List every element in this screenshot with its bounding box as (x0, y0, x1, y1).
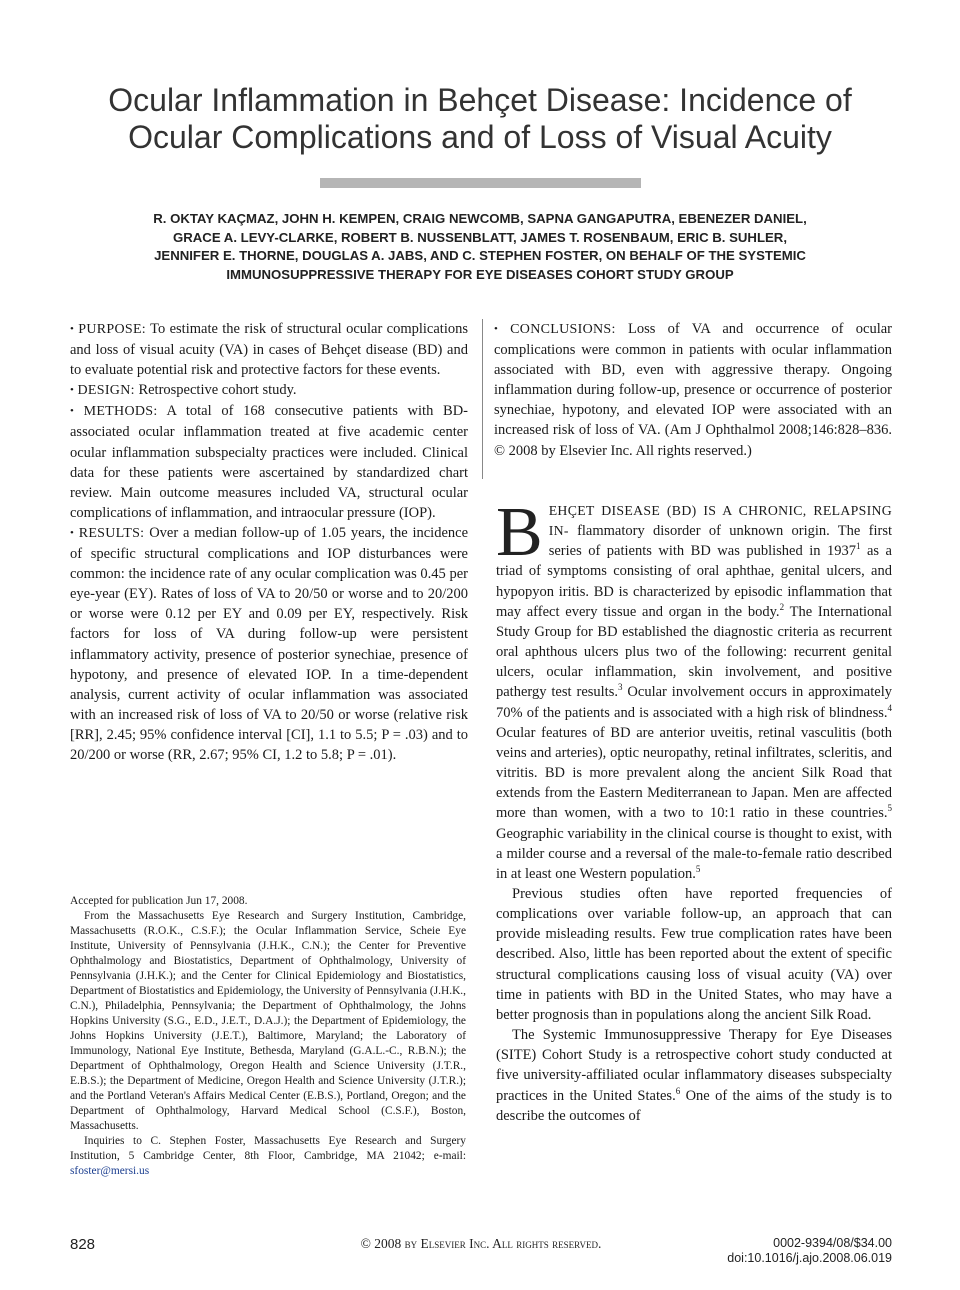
affiliations: From the Massachusetts Eye Research and Surgery Institution, Cambridge, Massachusetts (R.O.K., C.S.F.); the Ocular Inflammation Service, Scheie Eye Institute, University of Pennsylvania (J.H.K., C.N.); the Center for Preventive Ophthalmology and Biostatistics, Department of Ophthalmology, University of Pennsylvania (J.H.K.); and the Center for Clinical Epidemiology and Biostatistics, Department of Biostatistics and Epidemiology, the University of Pennsylvania (J.H.K., C.N.), Philadelphia, Pennsylvania; the Department of Ophthalmology, the Johns Hopkins University (S.G., E.D., J.E.T., D.A.J.); the Department of Epidemiology, the Johns Hopkins University (J.E.T.), Baltimore, Maryland; the Laboratory of Immunology, National Eye Institute, Bethesda, Maryland (G.A.L.-C., R.B.N.); the Department of Ophthalmology, Oregon Health and Science University (J.T.R., E.B.S.); the Department of Medicine, Oregon Health and Science University (J.T.R.); and the Portland Veteran's Affairs Medical Center (E.B.S.), Portland, Oregon; and the Department of Ophthalmology, Harvard Medical School (C.S.F.), Boston, Massachusetts. (70, 910, 466, 1132)
correspondence (70, 1134, 466, 1179)
bullet: • (70, 323, 74, 335)
article-title (0, 82, 960, 156)
author-line: GRACE A. LEVY-CLARKE, ROBERT B. NUSSENBLATT, JAMES T. ROSENBAUM, ERIC B. SUHLER, (173, 229, 787, 245)
reference-link[interactable]: 5 (695, 863, 701, 874)
results-label: RESULTS: (78, 525, 145, 541)
body-text: as a triad of symptoms consisting of oral aphthae, genital ulcers, and hypopyon iritis. BD is characterized by episodic inflammation that may affect every tissue and organ in the body. (496, 543, 892, 620)
design-text: Retrospective cohort study. (138, 382, 297, 399)
body-text: Ocular features of BD are anterior uveitis, retinal vasculitis (both veins and arteries), optic neuropathy, retinal infiltrates, scleritis, and vitritis. BD is more prevalent along the ancient Silk Road that extends from the Eastern Mediterranean to Japan. Men are affected more than women, with a two to 10:1 ratio in these countries. (496, 724, 892, 822)
reference-link[interactable]: 2 (779, 601, 785, 612)
abstract-conclusions (494, 319, 892, 461)
title-divider (320, 178, 641, 188)
body-text: flammatory disorder of unknown origin. The first series of patients with BD was published in 1937 (548, 523, 893, 560)
abstract-results (70, 523, 468, 765)
issn: 0002-9394/08/$34.00 (773, 1236, 892, 1250)
abstract-methods (70, 401, 468, 523)
abstract-citation: (Am J Ophthalmol 2008;146:828–836. © 2008 by Elsevier Inc. All rights reserved.) (494, 422, 892, 459)
body-text-column (496, 494, 893, 1126)
design-label: DESIGN: (77, 383, 135, 399)
page-number: 828 (70, 1236, 96, 1253)
body-text: One of the aims of the study is to describe the outcomes of (496, 1087, 892, 1124)
footer-copyright: © 2008 by Elsevier Inc. All rights reserved. (360, 1236, 602, 1251)
reference-link[interactable]: 4 (887, 702, 892, 713)
bullet: • (70, 384, 74, 397)
body-paragraph (496, 1025, 892, 1126)
affiliation-footnote (70, 894, 466, 1179)
author-line: IMMUNOSUPPRESSIVE THERAPY FOR EYE DISEASES COHORT STUDY GROUP (226, 266, 734, 282)
purpose-text: To estimate the risk of structural ocular complications and loss of visual acuity (VA) in cases of Behçet disease (BD) and to evaluate potential risk and protective factors for these events. (70, 321, 469, 379)
lead-in-smallcaps: EHÇET DISEASE (BD) IS A CHRONIC, RELAPSING IN- (548, 503, 892, 539)
doi[interactable]: doi:10.1016/j.ajo.2008.06.019 (727, 1251, 892, 1265)
body-text: The International Study Group for BD established the diagnostic criteria as recurrent oral aphthous ulcers plus two of the following: recurrent genital ulcers, ocular inflammation, skin involvement, and positive pathergy test results. (496, 603, 892, 701)
title-line: Ocular Inflammation in Behçet Disease: Incidence of (108, 82, 852, 118)
bullet: • (70, 405, 74, 418)
body-text: Geographic variability in the clinical course is thought to exist, with a milder course and a reversal of the male-to-female ratio described in at least one Western population. (496, 825, 892, 882)
abstract-design (70, 380, 468, 401)
reference-link[interactable]: 3 (617, 682, 623, 693)
abstract-column-divider (482, 319, 483, 479)
body-text: The Systemic Immunosuppressive Therapy for Eye Diseases (SITE) Cohort Study is a retrospective cohort study conducted at five university-affiliated ocular inflammatory diseases subspecialty practices in the United States. (496, 1027, 892, 1104)
reference-link[interactable]: 1 (855, 541, 861, 552)
footer-identifiers (727, 1236, 892, 1266)
email-link[interactable]: sfoster@mersi.us (70, 1165, 150, 1177)
inquiries-text: Inquiries to C. Stephen Foster, Massachusetts Eye Research and Surgery Institution, 5 Cambridge Center, 8th Floor, Cambridge, MA 21042; e-mail: (70, 1135, 466, 1162)
conclusions-text: Loss of VA and occurrence of ocular complications were common in patients with ocular inflammation associated with BD, even with aggressive therapy. Ongoing inflammation during follow-up, presence or occurrence of posterior synechiae, hypotony, and elevated IOP were associated with an increased risk of loss of VA. (494, 321, 893, 439)
purpose-label: PURPOSE: (78, 322, 146, 337)
bullet: • (70, 526, 74, 539)
accepted-date: Accepted for publication Jun 17, 2008. (70, 895, 248, 907)
body-paragraph: Previous studies often have reported frequencies of complications over variable follow-up, an approach that can provide misleading results. Few true complication rates have been described. Also, little has been reported about the extent of specific structural complications causing loss of visual acuity (VA) over time in patients with BD in the United States, who may have a better prognosis than in populations along the ancient Silk Road. (496, 885, 892, 1023)
bullet: • (494, 323, 498, 335)
abstract-right-column (494, 319, 892, 461)
reference-link[interactable]: 6 (675, 1085, 681, 1096)
abstract-left-column (70, 319, 468, 765)
body-paragraph (496, 494, 893, 884)
body-text: Ocular involvement occurs in approximately 70% of the patients and is associated with a high risk of blindness. (496, 684, 892, 721)
title-line: Ocular Complications and of Loss of Visual Acuity (128, 119, 832, 155)
methods-label: METHODS: (83, 404, 158, 420)
results-text: Over a median follow-up of 1.05 years, the incidence of specific structural complications and IOP disturbances were common: the incidence rate of any ocular complication was 0.45 per eye-year (EY). Rates of loss of VA to 20/50 or worse and to 20/200 or worse were 0.12 per EY and 0.09 per EY, respectively. Risk factors for loss of VA during follow-up were persistent inflammatory activity, presence of posterior synechiae, presence of hypotony, and presence of elevated IOP. In a time-dependent analysis, current activity of ocular inflammation was associated with an increased risk of loss of VA to 20/50 or worse (relative risk [RR], 2.45; 95% confidence interval [CI], 1.1 to 5.5; P = .03) and to 20/200 or worse (RR, 2.67; 95% CI, 1.2 to 5.8; P = .01). (70, 524, 469, 763)
author-list (60, 210, 900, 284)
author-line: JENNIFER E. THORNE, DOUGLAS A. JABS, AND C. STEPHEN FOSTER, ON BEHALF OF THE SYSTEMIC (154, 248, 806, 263)
drop-cap: B (496, 494, 543, 571)
reference-link[interactable]: 5 (887, 803, 892, 814)
author-line: R. OKTAY KAÇMAZ, JOHN H. KEMPEN, CRAIG NEWCOMB, SAPNA GANGAPUTRA, EBENEZER DANIEL, (153, 211, 807, 226)
methods-text: A total of 168 consecutive patients with BD-associated ocular inflammation treated at five academic center ocular inflammation subspecialty practices were included. Clinical data for these patients were ascertained by standardized chart review. Main outcome measures included VA, structural ocular complications of inflammation, and intraocular pressure (IOP). (70, 403, 469, 521)
abstract-purpose (70, 319, 468, 380)
conclusions-label: CONCLUSIONS: (510, 322, 616, 337)
